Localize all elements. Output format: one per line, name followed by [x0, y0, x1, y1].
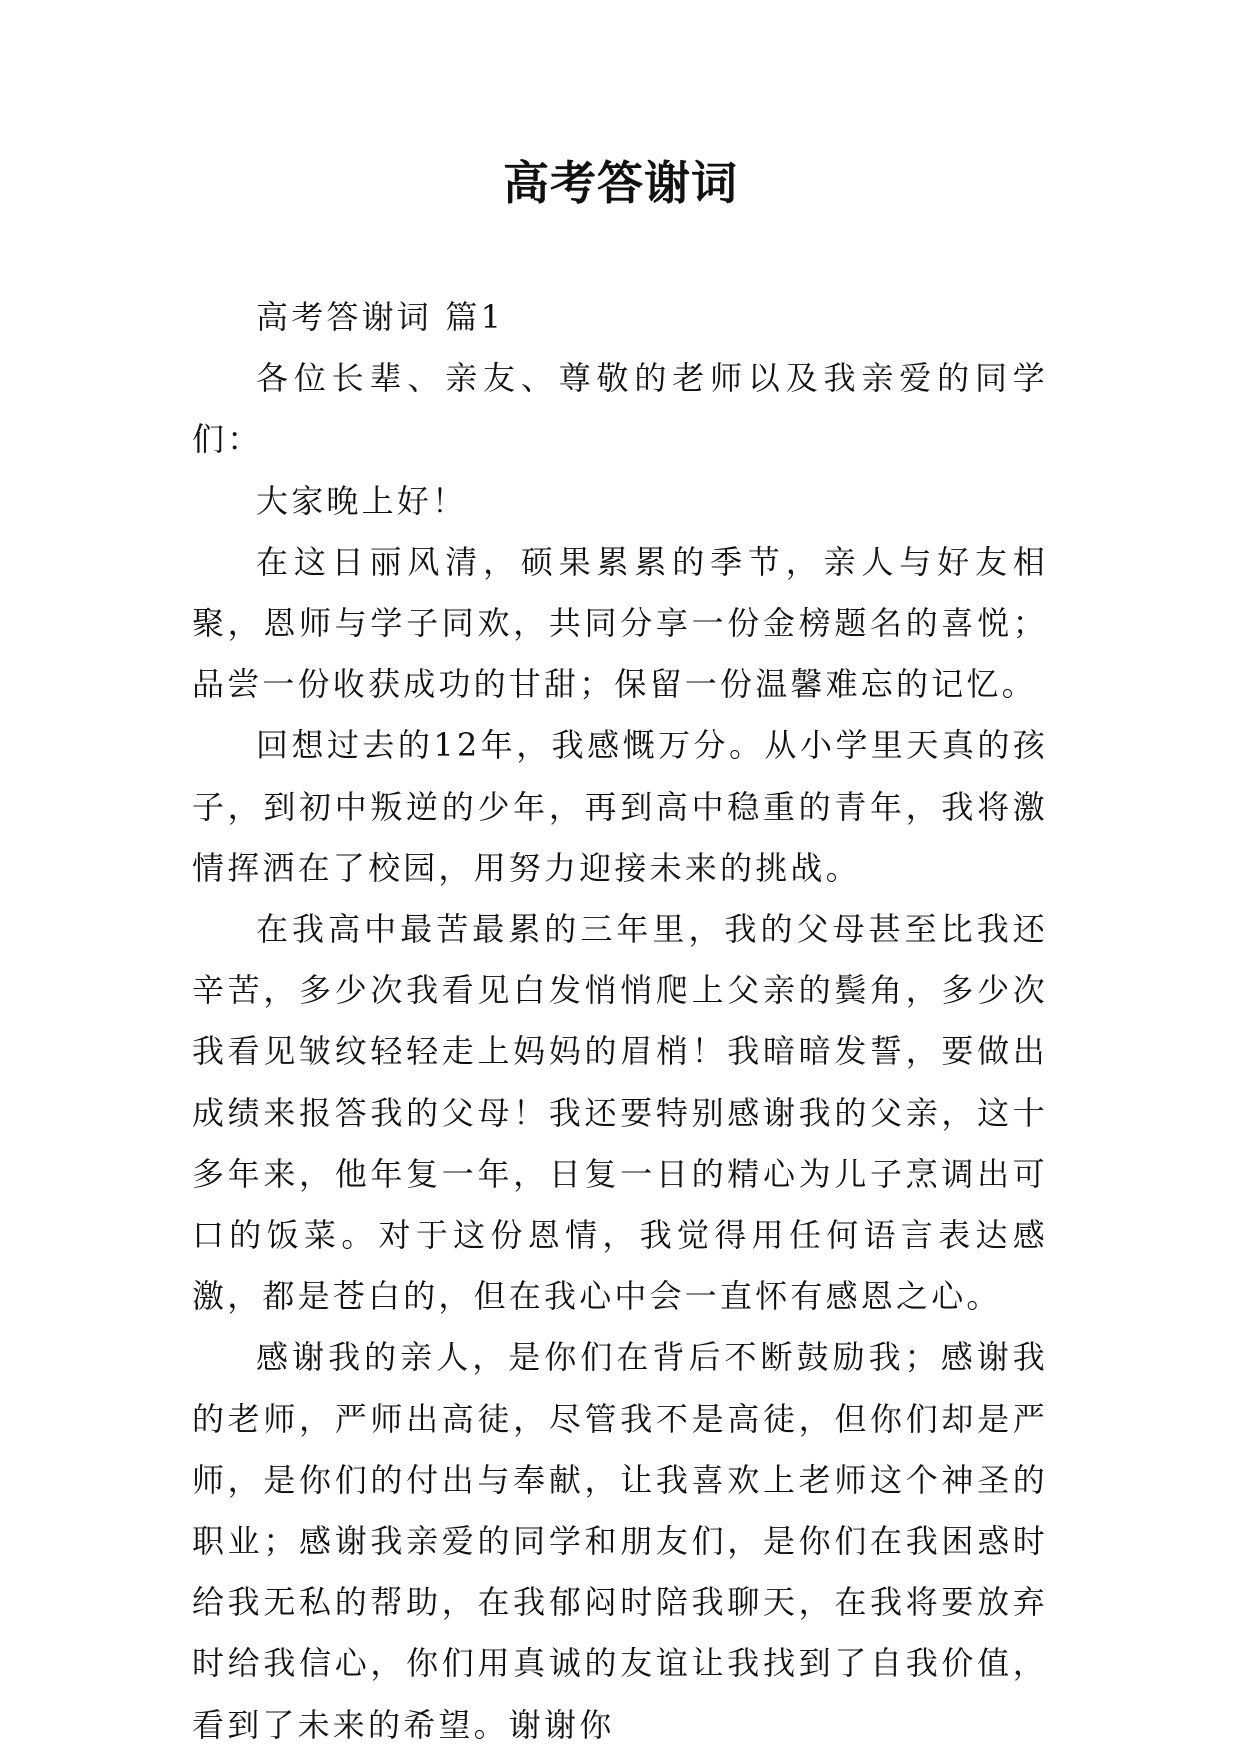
- paragraph: 在这日丽风清，硕果累累的季节，亲人与好友相聚，恩师与学子同欢，共同分享一份金榜题名的喜悦；品尝一份收获成功的甘甜；保留一份温馨难忘的记忆。: [192, 542, 1048, 704]
- document-title: 高考答谢词: [503, 156, 738, 210]
- document-body: [192, 287, 1048, 1756]
- paragraph: 感谢我的亲人，是你们在背后不断鼓励我；感谢我的老师，严师出高徒，尽管我不是高徒，但你们却是严师，是你们的付出与奉献，让我喜欢上老师这个神圣的职业；感谢我亲爱的同学和朋友们，是你们在我困惑时给我无私的帮助，在我郁闷时陪我聊天，在我将要放弃时给我信心，你们用真诚的友谊让我找到了自我价值，看到了未来的希望。谢谢你: [192, 1338, 1048, 1744]
- paragraph: 回想过去的12年，我感慨万分。从小学里天真的孩子，到初中叛逆的少年，再到高中稳重的青年，我将激情挥洒在了校园，用努力迎接未来的挑战。: [192, 726, 1048, 887]
- paragraph-heading: 高考答谢词 篇1: [256, 298, 505, 336]
- paragraph-salutation: 各位长辈、亲友、尊敬的老师以及我亲爱的同学们：: [192, 359, 1048, 459]
- paragraph-greeting: 大家晚上好！: [256, 481, 468, 520]
- paragraph: 在我高中最苦最累的三年里，我的父母甚至比我还辛苦，多少次我看见白发悄悄爬上父亲的鬓角，多少次我看见皱纹轻轻走上妈妈的眉梢！我暗暗发誓，要做出成绩来报答我的父母！我还要特别感谢我的父亲，这十多年来，他年复一年，日复一日的精心为儿子烹调出可口的饭菜。对于这份恩情，我觉得用任何语言表达感激，都是苍白的，但在我心中会一直怀有感恩之心。: [192, 910, 1048, 1316]
